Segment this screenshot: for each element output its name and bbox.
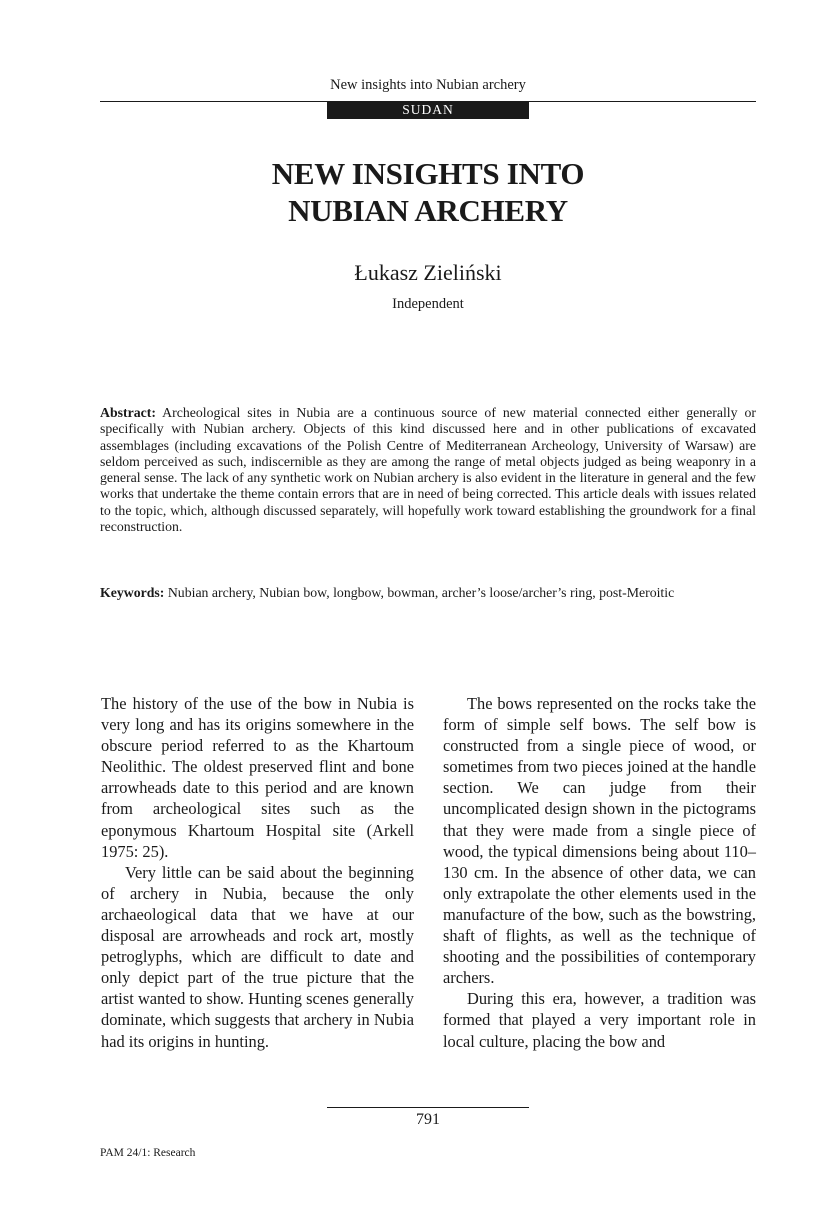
author-affiliation: Independent xyxy=(392,296,464,312)
page-number: 791 xyxy=(416,1111,440,1128)
body-column-right xyxy=(443,693,756,1052)
keywords-text: Nubian archery, Nubian bow, longbow, bowman, archer’s loose/archer’s ring, post-Meroitic xyxy=(167,585,675,600)
running-head: New insights into Nubian archery xyxy=(330,77,526,93)
section-badge: SUDAN xyxy=(327,101,529,119)
body-column-left xyxy=(101,693,414,1052)
journal-reference: PAM 24/1: Research xyxy=(100,1147,196,1159)
abstract-text: Archeological sites in Nubia are a continuous source of new material connected either generally or specifically with Nubian archery. Objects of this kind discussed here and in other publications of excavated assemblages (including excavations of the Polish Centre of Mediterranean Archeology, University of Warsaw) are seldom perceived as such, indiscernible as they are among the range of metal objects judged as being weaponry in a general sense. The lack of any synthetic work on Nubian archery is also evident in the literature in general and the few works that undertake the theme contain errors that are in need of being corrected. This article deals with issues related to the topic, which, although discussed separately, will hopefully work toward establishing the groundwork for a final reconstruction. xyxy=(100,405,756,535)
abstract xyxy=(100,405,756,535)
abstract-label: Abstract: xyxy=(100,405,156,420)
article-title xyxy=(100,155,756,229)
author-name: Łukasz Zieliński xyxy=(354,260,502,285)
article-title-line-1: NEW INSIGHTS INTO xyxy=(271,156,585,191)
body-paragraph: The bows represented on the rocks take the form of simple self bows. The self bow is constructed from a single piece of wood, or sometimes from two pieces joined at the handle section. We can judge from their uncomplicated design shown in the pictograms that they were made from a single piece of wood, the typical dimensions being about 110–130 cm. In the absence of other data, we can only extrapolate the other elements used in the manufacture of the bow, such as the bowstring, shaft of flights, as well as the technique of shooting and the possibilities of contemporary archers. xyxy=(443,694,756,988)
keywords-label: Keywords: xyxy=(100,585,165,600)
body-paragraph: The history of the use of the bow in Nubia is very long and has its origins somewhere in the obscure period referred to as the Khartoum Neolithic. The oldest preserved flint and bone arrowheads date to this period and are known from archeological sites such as the eponymous Khartoum Hospital site (Arkell 1975: 25). xyxy=(101,694,414,861)
body-paragraph: During this era, however, a tradition was formed that played a very important role in local culture, placing the bow and xyxy=(443,989,756,1051)
keywords xyxy=(100,585,756,601)
article-title-line-2: NUBIAN ARCHERY xyxy=(288,193,568,228)
body-paragraph: Very little can be said about the beginning of archery in Nubia, because the only archaeological data that we have at our disposal are arrowheads and rock art, mostly petroglyphs, which are difficult to date and only depict part of the true picture that the artist wanted to show. Hunting scenes generally dominate, which suggests that archery in Nubia had its origins in hunting. xyxy=(101,862,414,1051)
footer-rule xyxy=(327,1107,529,1108)
